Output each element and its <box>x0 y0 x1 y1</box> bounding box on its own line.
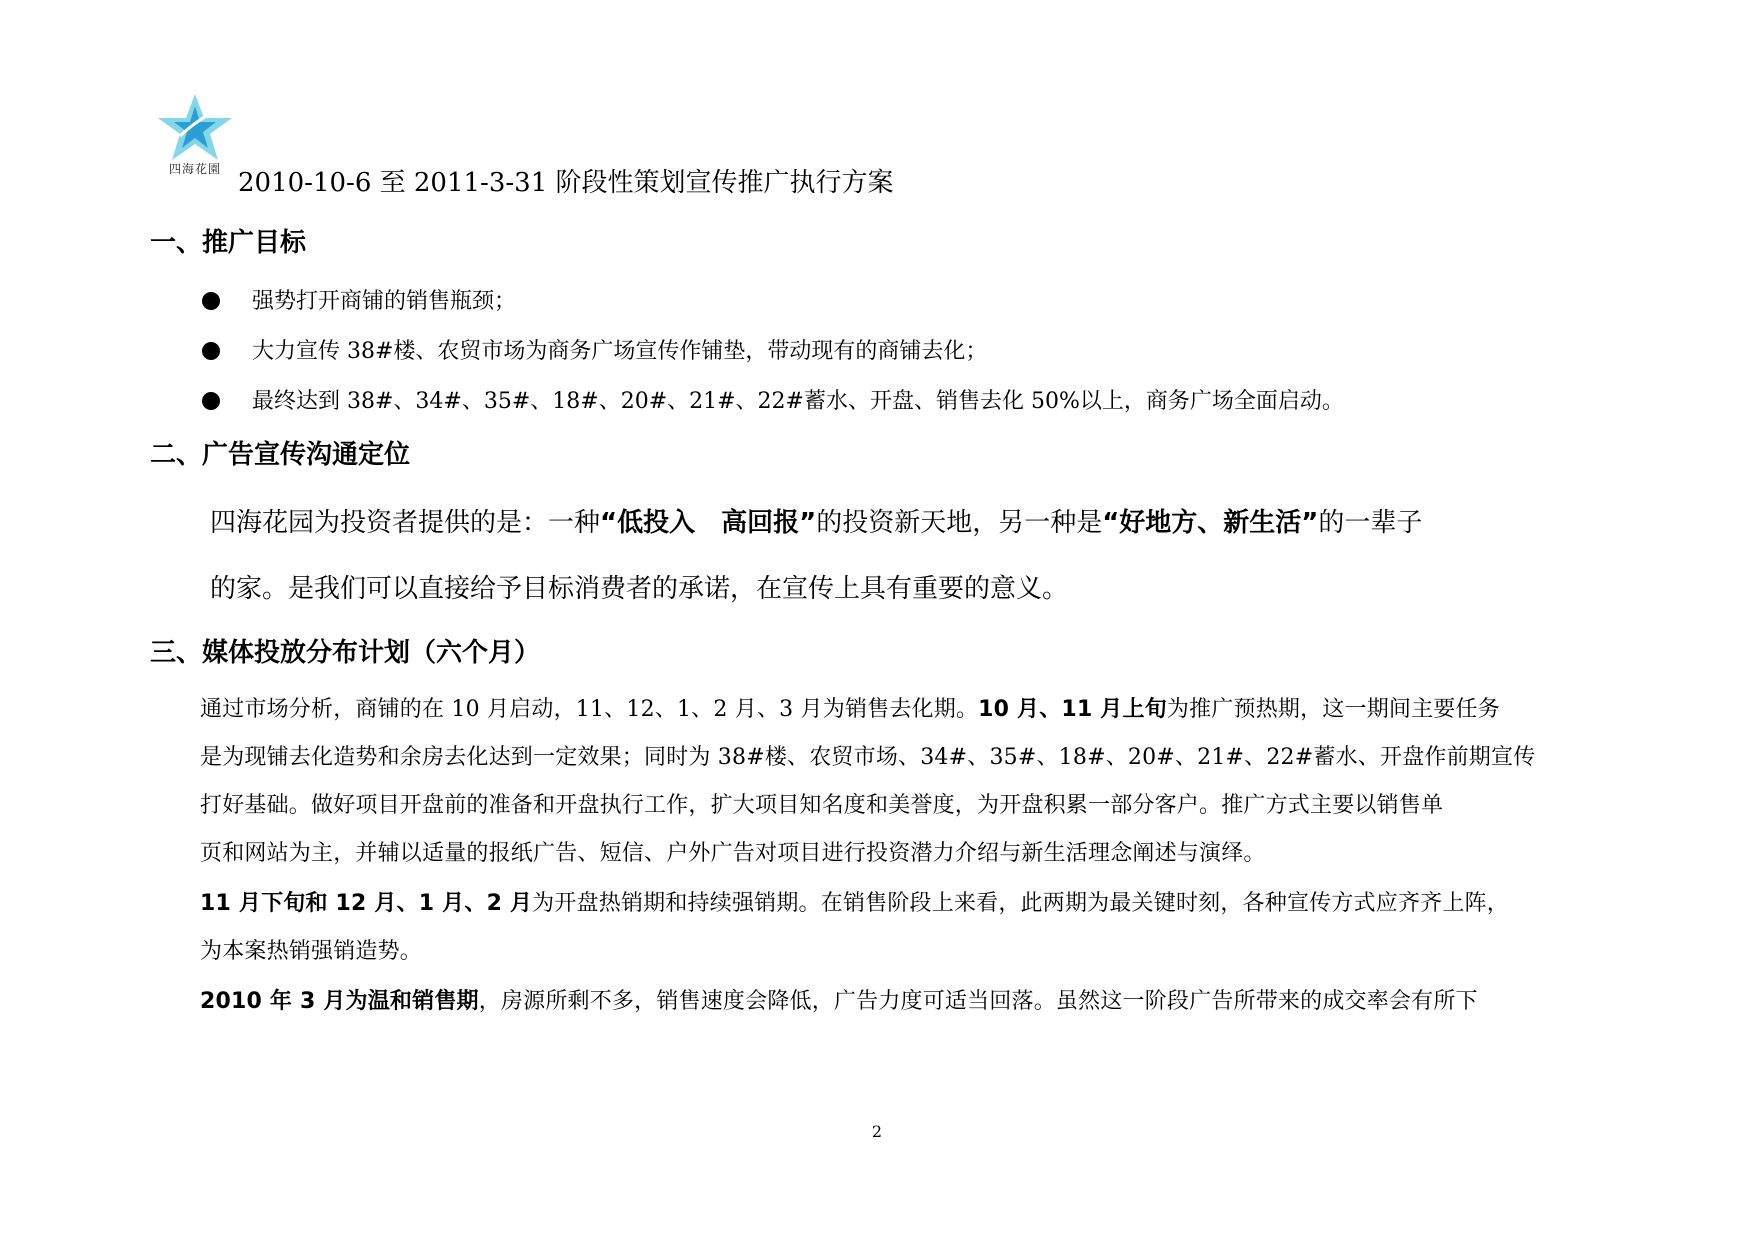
star-logo-icon <box>150 92 240 162</box>
slogan-low-input-high-return: “低投入 高回报” <box>600 508 817 538</box>
section3-heading: 三、媒体投放分布计划（六个月） <box>150 638 541 668</box>
positioning-text: 四海花园为投资者提供的是：一种 <box>210 508 601 538</box>
positioning-text: 的一辈子 <box>1318 508 1423 538</box>
section1-heading: 一、推广目标 <box>150 228 307 258</box>
slogan-good-place-new-life: “好地方、新生活” <box>1102 508 1319 538</box>
document-title: 2010-10-6 至 2011-3-31 阶段性策划宣传推广执行方案 <box>238 168 894 198</box>
paragraph-line: 为本案热销强销造势。 <box>200 939 423 964</box>
positioning-text: 的投资新天地，另一种是 <box>816 508 1103 538</box>
bullet-text: 最终达到 38#、34#、35#、18#、20#、21#、22#蓄水、开盘、销售去化 50%以上，商务广场全面启动。 <box>252 389 1344 414</box>
body-text: 为推广预热期，这一期间主要任务 <box>1166 697 1500 722</box>
body-emphasis: 2010 年 3 月为温和销售期 <box>200 989 479 1014</box>
bullet-text: 强势打开商铺的销售瓶颈； <box>252 289 517 314</box>
body-text: 为开盘热销期和持续强销期。在销售阶段上来看，此两期为最关键时刻，各种宣传方式应齐齐上阵， <box>532 891 1509 916</box>
paragraph-line <box>200 886 1509 917</box>
body-text: ，房源所剩不多，销售速度会降低，广告力度可适当回落。虽然这一阶段广告所带来的成交率会有所下 <box>478 989 1478 1014</box>
paragraph-line <box>200 984 1478 1015</box>
page-number: 2 <box>871 1122 883 1141</box>
paragraph-line <box>200 692 1500 723</box>
paragraph-line: 页和网站为主，并辅以适量的报纸广告、短信、户外广告对项目进行投资潜力介绍与新生活理念阐述与演绎。 <box>200 841 1266 866</box>
bullet-text: 大力宣传 38#楼、农贸市场为商务广场宣传作铺垫，带动现有的商铺去化； <box>252 339 988 364</box>
bullet-icon <box>202 292 220 310</box>
bullet-icon <box>202 392 220 410</box>
paragraph-line: 是为现铺去化造势和余房去化达到一定效果；同时为 38#楼、农贸市场、34#、35#、18#、20#、21#、22#蓄水、开盘作前期宣传 <box>200 745 1536 770</box>
paragraph-line: 打好基础。做好项目开盘前的准备和开盘执行工作，扩大项目知名度和美誉度，为开盘积累一部分客户。推广方式主要以销售单 <box>200 793 1444 818</box>
logo-caption: 四海花園 <box>168 162 221 176</box>
bullet-icon <box>202 342 220 360</box>
section2-heading: 二、广告宣传沟通定位 <box>150 440 411 470</box>
positioning-line-2: 的家。是我们可以直接给予目标消费者的承诺，在宣传上具有重要的意义。 <box>210 574 1069 604</box>
body-emphasis: 11 月下旬和 12 月、1 月、2 月 <box>200 891 533 916</box>
body-text: 通过市场分析，商铺的在 10 月启动，11、12、1、2 月、3 月为销售去化期。 <box>200 697 979 722</box>
logo <box>150 92 240 182</box>
positioning-line-1 <box>210 502 1422 539</box>
body-emphasis: 10 月、11 月上旬 <box>978 697 1167 722</box>
